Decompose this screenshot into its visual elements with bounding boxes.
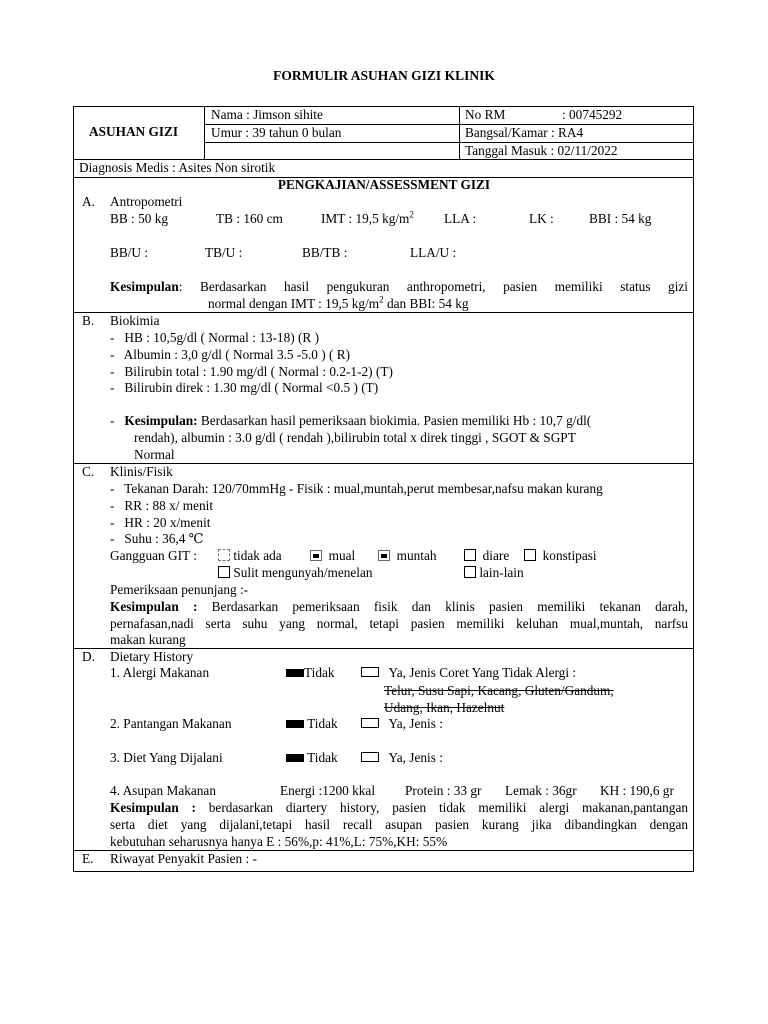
intake-label: 4. Asupan Makanan: [110, 783, 216, 798]
allergy-list-1: Telur, Susu Sapi, Kacang, Gluten/Gandum,: [384, 683, 614, 698]
vital-item: - RR : 88 x/ menit: [110, 498, 214, 513]
section-b-heading: Biokimia: [110, 313, 160, 328]
ward: Bangsal/Kamar : RA4: [465, 125, 584, 140]
header-row-line-2: [204, 142, 693, 143]
header-divider-1: [204, 106, 205, 159]
section-c-letter: C.: [82, 464, 95, 479]
intake-energy: Energi :1200 kkal: [280, 783, 376, 798]
section-b-letter: B.: [82, 313, 95, 328]
checkbox-empty-icon[interactable]: [361, 718, 379, 728]
patient-age: Umur : 39 tahun 0 bulan: [211, 125, 342, 140]
supporting-exam: Pemeriksaan penunjang :-: [110, 582, 249, 597]
section-d-conclusion: Kesimpulan : berdasarkan diartery history, pasien tidak memiliki alergi makanan,pantangan: [110, 800, 688, 815]
vital-item: - Tekanan Darah: 120/70mmHg - Fisik : mual,muntah,perut membesar,nafsu makan kurang: [110, 481, 603, 496]
checkbox-empty-icon[interactable]: [464, 566, 476, 578]
lk-value: LK :: [529, 211, 554, 226]
patient-name: Nama : Jimson sihite: [211, 107, 323, 122]
git-option-muntah[interactable]: muntah: [378, 548, 437, 565]
git-option-diare[interactable]: diare: [464, 548, 509, 565]
allergy-ya[interactable]: Ya, Jenis Coret Yang Tidak Alergi :: [361, 665, 576, 682]
restriction-label: 2. Pantangan Makanan: [110, 716, 232, 731]
imt-value: IMT : 19,5 $kg/m^2$: [321, 209, 414, 226]
section-d-heading: Dietary History: [110, 649, 194, 664]
allergy-tidak[interactable]: Tidak: [286, 665, 335, 682]
checkbox-empty-icon[interactable]: [464, 549, 476, 561]
git-label: Gangguan GIT :: [110, 548, 197, 563]
checkbox-checked-icon[interactable]: [310, 550, 322, 561]
form-title: FORMULIR ASUHAN GIZI KLINIK: [273, 68, 495, 83]
section-a-letter: A.: [82, 194, 95, 209]
tbu-value: TB/U :: [205, 245, 243, 260]
checkbox-empty-icon[interactable]: [218, 549, 230, 561]
git-option-lain[interactable]: lain-lain: [464, 565, 524, 582]
medical-diagnosis: Diagnosis Medis : Asites Non sirotik: [79, 160, 276, 175]
section-d-conclusion-3: kebutuhan seharusnya hanya E : 56%,p: 41%,L: 75%,KH: 55%: [110, 834, 448, 849]
allergy-label: 1. Alergi Makanan: [110, 665, 210, 680]
lab-item: - Bilirubin total : 1.90 mg/dl ( Normal : 0.2-1-2) (T): [110, 364, 393, 379]
intake-carb: KH : 190,6 gr: [600, 783, 674, 798]
bb-value: BB : 50 kg: [110, 211, 168, 226]
git-option-konstipasi[interactable]: konstipasi: [524, 548, 597, 565]
section-b-conclusion-3: Normal: [134, 447, 175, 462]
checkbox-checked-icon[interactable]: [378, 550, 390, 561]
section-d-letter: D.: [82, 649, 95, 664]
git-option-sulit[interactable]: Sulit mengunyah/menelan: [218, 565, 373, 582]
checkbox-filled-icon[interactable]: [286, 669, 304, 677]
lla-value: LLA :: [444, 211, 477, 226]
section-a-conclusion: Kesimpulan: Berdasarkan hasil pengukuran anthropometri, pasien memiliki status gizi: [110, 279, 688, 294]
section-e-heading: Riwayat Penyakit Pasien : -: [110, 851, 257, 866]
bbu-value: BB/U :: [110, 245, 149, 260]
section-b-conclusion-2: rendah), albumin : 3.0 g/dl ( rendah ),bilirubin total x direk tinggi , SGOT & SGPT: [134, 430, 576, 445]
section-e-letter: E.: [82, 851, 94, 866]
section-c-heading: Klinis/Fisik: [110, 464, 173, 479]
intake-protein: Protein : 33 gr: [405, 783, 482, 798]
git-option-tidak-ada[interactable]: tidak ada: [218, 548, 282, 565]
assessment-heading: PENGKAJIAN/ASSESSMENT GIZI: [277, 177, 491, 192]
diet-tidak[interactable]: Tidak: [286, 750, 338, 767]
checkbox-filled-icon[interactable]: [286, 720, 304, 728]
section-d-conclusion-2: serta diet yang dijalani,tetapi hasil recall asupan pasien kurang jika dibandingkan dengan: [110, 817, 688, 832]
admission-date: Tanggal Masuk : 02/11/2022: [465, 143, 618, 158]
checkbox-filled-icon[interactable]: [286, 754, 304, 762]
asuhan-gizi-label: ASUHAN GIZI: [89, 124, 179, 139]
vital-item: - Suhu : 36,4 ℃: [110, 531, 204, 546]
git-option-mual[interactable]: mual: [310, 548, 355, 565]
lab-item: - Bilirubin direk : 1.30 mg/dl ( Normal <0.5 ) (T): [110, 380, 379, 395]
restriction-ya[interactable]: Ya, Jenis :: [361, 716, 443, 733]
llau-value: LLA/U :: [410, 245, 457, 260]
no-rm-label: No RM: [465, 107, 506, 122]
section-c-conclusion: Kesimpulan : Berdasarkan pemeriksaan fisik dan klinis pasien memiliki tekanan darah,: [110, 599, 688, 614]
intake-fat: Lemak : 36gr: [505, 783, 577, 798]
restriction-tidak[interactable]: Tidak: [286, 716, 338, 733]
checkbox-empty-icon[interactable]: [361, 752, 379, 762]
diet-ya[interactable]: Ya, Jenis :: [361, 750, 443, 767]
checkbox-empty-icon[interactable]: [524, 549, 536, 561]
tb-value: TB : 160 cm: [216, 211, 283, 226]
vital-item: - HR : 20 x/menit: [110, 515, 211, 530]
header-divider-2: [459, 106, 460, 159]
section-c-conclusion-3: makan kurang: [110, 632, 186, 647]
diet-label: 3. Diet Yang Dijalani: [110, 750, 223, 765]
lab-item: - HB : 10,5g/dl ( Normal : 13-18) (R ): [110, 330, 320, 345]
section-b-conclusion: - Kesimpulan: Berdasarkan hasil pemeriksaan biokimia. Pasien memiliki Hb : 10,7 g/dl(: [110, 413, 592, 428]
bbi-value: BBI : 54 kg: [589, 211, 652, 226]
checkbox-empty-icon[interactable]: [218, 566, 230, 578]
checkbox-empty-icon[interactable]: [361, 667, 379, 677]
allergy-list-2: Udang, Ikan, Hazelnut: [384, 700, 505, 715]
section-a-heading: Antropometri: [110, 194, 183, 209]
lab-item: - Albumin : 3,0 g/dl ( Normal 3.5 -5.0 ) ( R): [110, 347, 351, 362]
section-a-conclusion-2: normal dengan IMT : 19,5 $kg/m^2$ dan BBI: 54 kg: [208, 294, 469, 311]
section-c-conclusion-2: pernafasan,nadi serta suhu yang normal, tetapi pasien memiliki keluhan mual,muntah, narfsu: [110, 616, 688, 631]
no-rm-value: : 00745292: [562, 107, 623, 122]
bbtb-value: BB/TB :: [302, 245, 348, 260]
